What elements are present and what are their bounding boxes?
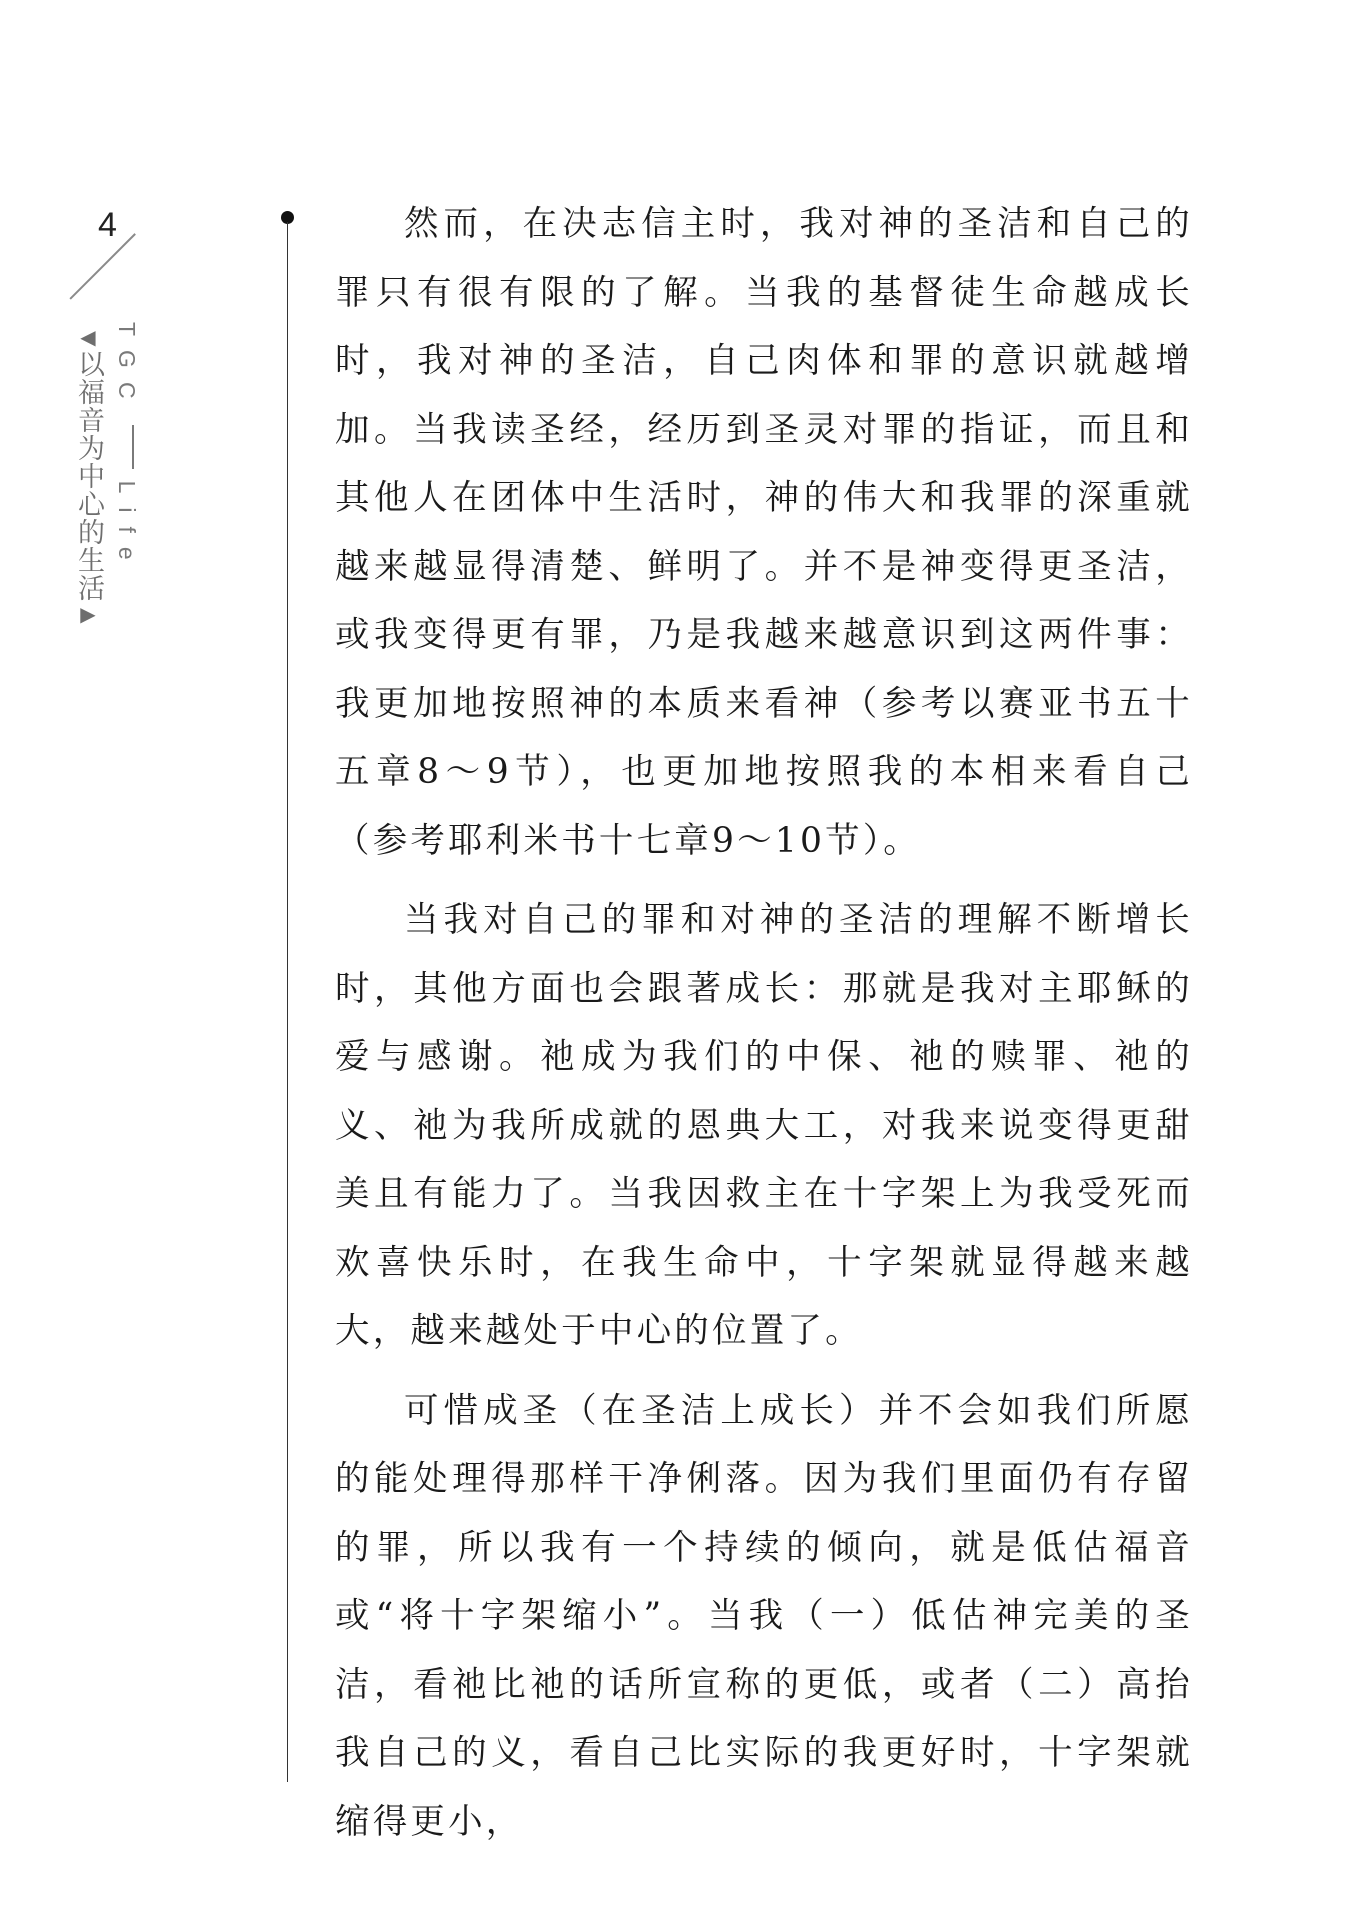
running-title-text: 以福音为中心的生活 — [73, 350, 104, 602]
vertical-rule — [287, 222, 289, 1782]
left-triangle-icon: ◀ — [76, 325, 100, 350]
right-triangle-icon: ▶ — [76, 602, 100, 627]
page-number: 4 — [98, 206, 117, 244]
body-text — [335, 190, 1193, 1867]
paragraph-1: 然而，在决志信主时，我对神的圣洁和自己的罪只有很有限的了解。当我的基督徒生命越成长时，我对神的圣洁，自己肉体和罪的意识就越增加。当我读圣经，经历到圣灵对罪的指证，而且和其他人在团体中生活时，神的伟大和我罪的深重就越来越显得清楚、鲜明了。并不是神变得更圣洁，或我变得更有罪，乃是我越来越意识到这两件事：我更加地按照神的本质来看神（参考以赛亚书五十五章8～9节），也更加地按照我的本相来看自己（参考耶利米书十七章9～10节）。 — [335, 204, 1193, 861]
series-label-right: Life — [114, 480, 140, 574]
series-dash — [132, 425, 134, 469]
running-title — [73, 325, 103, 627]
paragraph-2: 当我对自己的罪和对神的圣洁的理解不断增长时，其他方面也会跟著成长：那就是我对主耶稣的爱与感谢。祂成为我们的中保、祂的赎罪、祂的义、祂为我所成就的恩典大工，对我来说变得更甜美且有能力了。当我因救主在十字架上为我受死而欢喜快乐时，在我生命中，十字架就显得越来越大，越来越处于中心的位置了。 — [335, 900, 1193, 1351]
series-label — [114, 322, 140, 574]
paragraph-3: 可惜成圣（在圣洁上成长）并不会如我们所愿的能处理得那样干净俐落。因为我们里面仍有存留的罪，所以我有一个持续的倾向，就是低估福音或“将十字架缩小”。当我（一）低估神完美的圣洁，看祂比祂的话所宣称的更低，或者（二）高抬我自己的义，看自己比实际的我更好时，十字架就缩得更小， — [335, 1390, 1193, 1842]
series-label-left: TGC — [114, 322, 140, 413]
